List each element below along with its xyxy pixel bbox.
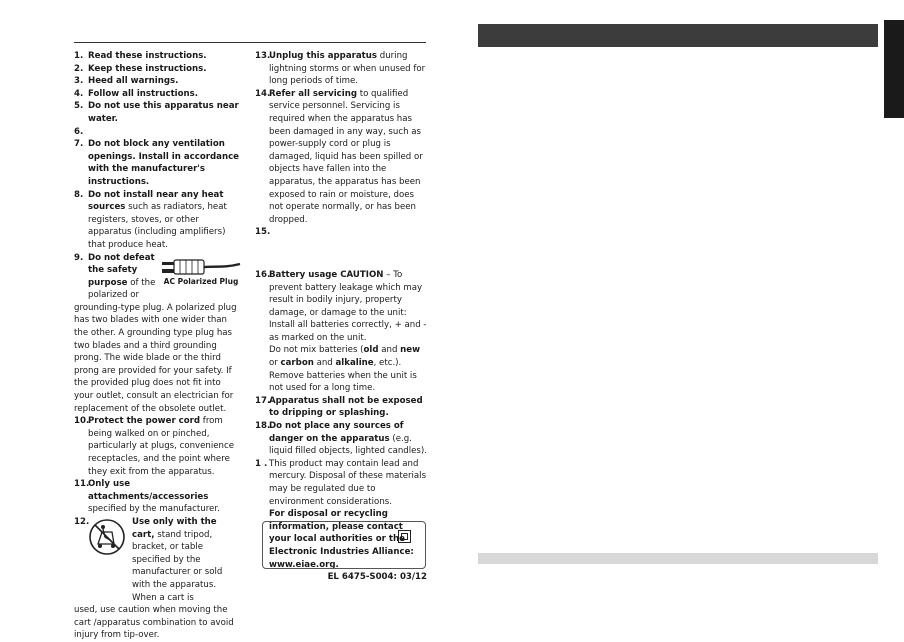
header-bar <box>478 24 878 47</box>
item-heading: Heed all warnings. <box>88 76 179 87</box>
item-heading: Do not block any ventilation openings. Install in accordance with the manufacturer's instructions. <box>88 139 239 187</box>
item-number: 11. <box>74 479 90 490</box>
blank-space <box>255 239 427 269</box>
item-text: This product may contain lead and mercury. Disposal of these materials may be regulated due to environment considerations. <box>269 458 427 507</box>
safety-item-4 <box>74 100 242 125</box>
item-number: 13. <box>255 51 271 61</box>
item-heading: Unplug this apparatus <box>269 51 378 61</box>
item-number: 17. <box>255 395 271 406</box>
item-text: stand tripod, bracket, or table specified by the manufacturer or sold with the apparatus. When a cart is <box>132 529 223 603</box>
safety-item-b-0 <box>74 415 242 478</box>
item-number: 2. <box>74 63 84 74</box>
ac-plug-illustration <box>160 254 242 302</box>
item-number: 10. <box>74 416 90 427</box>
item-heading: Follow all instructions. <box>88 88 199 99</box>
safety-list-left <box>74 50 242 252</box>
left-column <box>74 50 242 642</box>
battery-remove-text: Remove batteries when the unit is not used for a long time. <box>269 370 417 394</box>
item-number: 1. <box>74 51 84 61</box>
language-side-tab <box>884 20 904 118</box>
safety-item-b-1 <box>74 478 242 516</box>
item-text: (e.g. liquid filled objects, lighted candles). <box>269 433 427 457</box>
battery-install-text: Install all batteries correctly, + and - as marked on the unit. <box>269 320 427 343</box>
item-heading: Use only with the cart, <box>132 516 217 540</box>
item-9-continued: grounding-type plug. A polarized plug has two blades with one wider than the other. A grounding type plug has two blades and a third grounding prong. The wide blade or the third prong are provided for your safety. If the provided plug does not fit into your outlet, consult an electrician for replacement of the obsolete outlet. <box>74 302 237 414</box>
safety-item-16 <box>255 269 427 395</box>
safety-list-left-b <box>74 415 242 516</box>
item-text: to qualified service personnel. Servicing is required when the apparatus has been damaged in any way, such as power-supply cord or plug is damaged, liquid has been spilled or objects have fallen into the apparatus, the apparatus has been exposed to rain or moisture, does not operate normally, or has been dropped. <box>269 88 423 225</box>
item-text: from being walked on or pinched, particularly at plugs, convenience receptacles, and the point where they exit from the apparatus. <box>88 416 235 477</box>
item-heading: Refer all servicing <box>269 88 357 99</box>
cart-warning-icon <box>88 518 126 556</box>
document-code: EL 6475-S004: 03/12 <box>327 572 427 583</box>
right-column <box>255 50 427 584</box>
item-heading: Keep these instructions. <box>88 63 207 74</box>
item-heading: Only use attachments/accessories <box>88 479 209 502</box>
safety-item-rb-0 <box>255 395 427 420</box>
plug-icon <box>160 254 242 280</box>
safety-item-0 <box>74 50 242 63</box>
plug-caption: AC Polarized Plug <box>163 276 239 286</box>
safety-item-6 <box>74 138 242 188</box>
item-heading: Do not install near any heat sources <box>88 189 224 213</box>
item-number: 16. <box>255 269 271 280</box>
item-number: 3. <box>74 76 84 87</box>
item-heading: Apparatus shall not be exposed to dripping or splashing. <box>269 395 423 419</box>
safety-item-7 <box>74 189 242 252</box>
item-number: 1 . <box>255 458 268 469</box>
item-number: 4. <box>74 88 84 99</box>
item-number: 5. <box>74 101 84 112</box>
item-number: 7. <box>74 139 84 150</box>
item-number: 14. <box>255 88 271 99</box>
disposal-info: For disposal or recycling information, please contact your local authorities or the Electronic Industries Alliance: www.eiae.org. <box>269 509 414 570</box>
item-heading: Do not use this apparatus near water. <box>88 101 239 124</box>
item-text: – To prevent battery leakage which may result in bodily injury, property damage, or damage to the unit: <box>269 269 423 318</box>
item-text: specified by the manufacturer. <box>88 504 220 515</box>
certification-box <box>262 521 426 569</box>
double-insulation-icon <box>398 530 411 543</box>
item-number: 8. <box>74 189 84 200</box>
safety-item-r-0 <box>255 50 427 88</box>
safety-item-12 <box>74 516 242 604</box>
safety-item-5 <box>74 126 242 139</box>
item-number: 6. <box>74 126 84 137</box>
safety-item-rb-1 <box>255 420 427 458</box>
safety-item-r-1 <box>255 88 427 227</box>
item-text: during lightning storms or when unused for long periods of time. <box>269 51 426 87</box>
safety-item-2 <box>74 75 242 88</box>
safety-item-3 <box>74 88 242 101</box>
item-number: 9. <box>74 252 84 263</box>
item-number: 15. <box>255 227 271 238</box>
item-heading: Protect the power cord <box>88 416 201 427</box>
item-number: 12. <box>74 516 90 527</box>
footer-bar <box>478 553 878 564</box>
item-heading: Do not place any sources of danger on the apparatus <box>269 421 404 444</box>
item-text: of the polarized or <box>88 277 156 301</box>
item-heading: Do not defeat the safety purpose <box>88 252 155 288</box>
item-heading: Battery usage CAUTION <box>269 269 384 280</box>
safety-item-9 <box>74 252 242 302</box>
safety-list-right-b <box>255 395 427 458</box>
safety-item-r-2 <box>255 226 427 239</box>
item-number: 18. <box>255 421 271 432</box>
item-text: such as radiators, heat registers, stoves, or other apparatus (including amplifiers) that produce heat. <box>88 202 227 250</box>
safety-item-1 <box>74 63 242 76</box>
battery-mix-text: Do not mix batteries (old and new or carbon and alkaline, etc.). <box>269 345 421 369</box>
safety-list-right <box>255 50 427 239</box>
item-12-continued: used, use caution when moving the cart /apparatus combination to avoid injury from tip-over. <box>74 605 234 641</box>
item-heading: Read these instructions. <box>88 51 207 61</box>
top-rule <box>74 42 426 43</box>
